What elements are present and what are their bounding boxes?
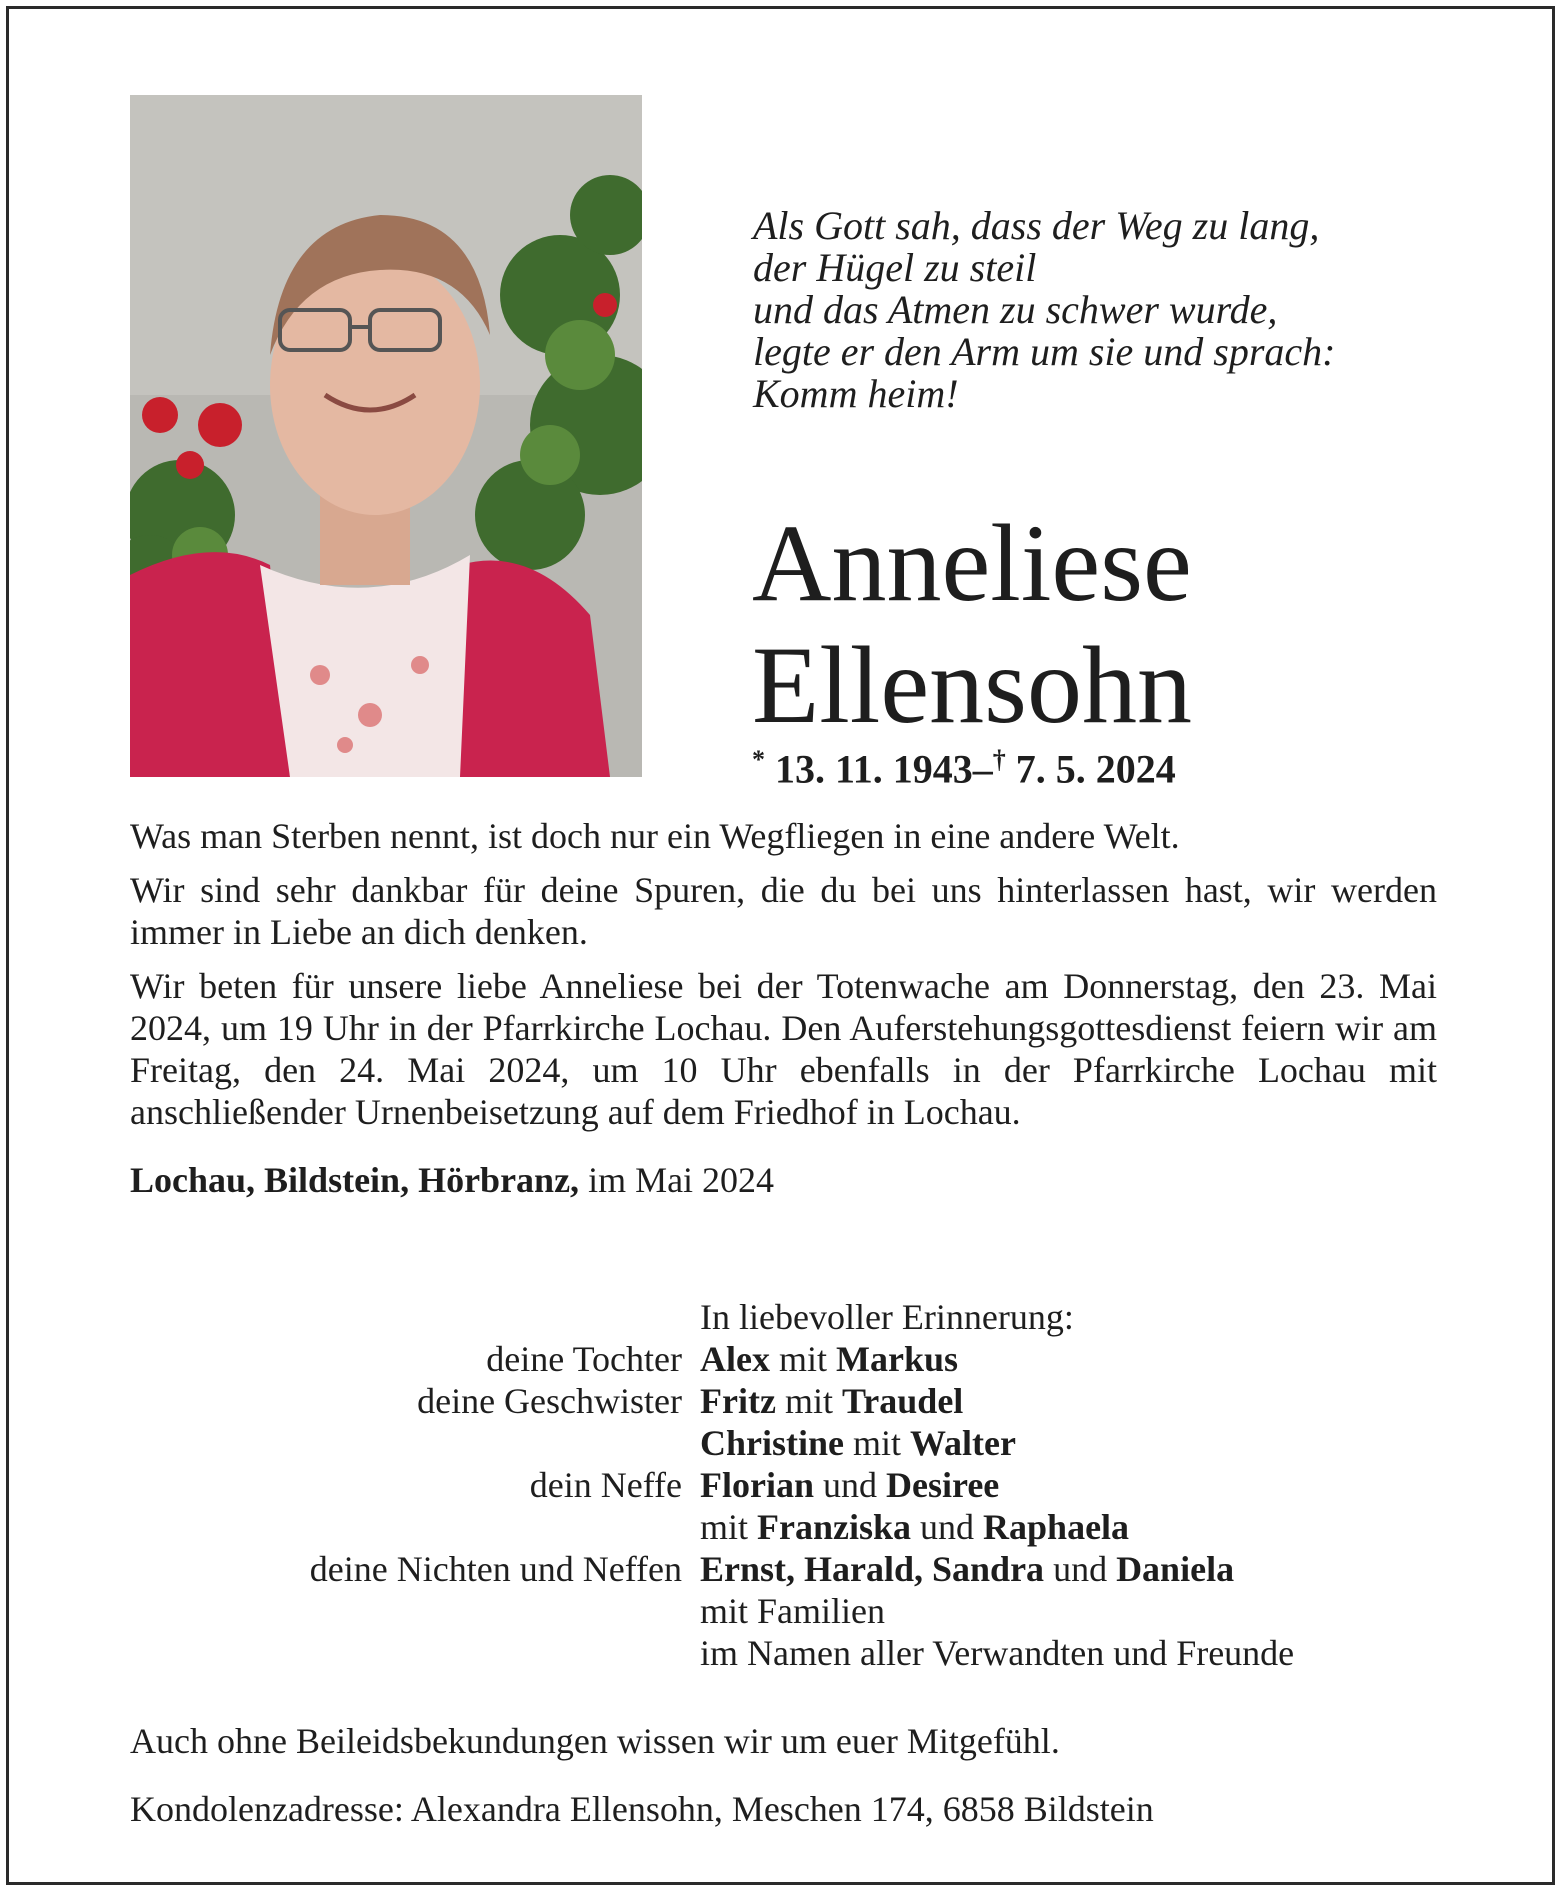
obituary-text — [130, 815, 1437, 1213]
relative-name: Walter — [910, 1423, 1016, 1463]
condolence-note: Auch ohne Beileidsbekundungen wissen wir um euer Mitgefühl. — [130, 1721, 1060, 1761]
place-and-date — [130, 1159, 1437, 1201]
relative-name: Raphaela — [983, 1507, 1130, 1547]
paragraph: Was man Sterben nennt, ist doch nur ein Wegfliegen in eine andere Welt. — [130, 816, 1180, 856]
family-row — [130, 1590, 1437, 1632]
poem-line: legte er den Arm um sie und sprach: — [753, 329, 1336, 374]
deceased-name — [752, 502, 1192, 746]
poem-line: der Hügel zu steil — [753, 245, 1037, 290]
last-name: Ellensohn — [752, 624, 1192, 746]
poem-line: und das Atmen zu schwer wurde, — [753, 287, 1278, 332]
connector-text: mit — [769, 1339, 836, 1379]
poem-line: Komm heim! — [753, 371, 959, 416]
memorial-poem — [753, 205, 1336, 415]
relative-name: Ernst, Harald, Sandra — [700, 1549, 1045, 1589]
relative-name: Franziska — [757, 1507, 912, 1547]
family-row — [130, 1632, 1437, 1674]
relative-name: Florian — [700, 1465, 814, 1505]
relative-name: Alex — [700, 1339, 770, 1379]
relative-names — [700, 1380, 963, 1422]
relative-names — [700, 1548, 1234, 1590]
family-row — [130, 1380, 1437, 1422]
death-mark: † — [992, 745, 1006, 774]
family-list — [130, 1296, 1437, 1674]
relative-names — [700, 1464, 999, 1506]
poem-line: Als Gott sah, dass der Weg zu lang, — [753, 203, 1320, 248]
relation-label: deine Nichten und Neffen — [309, 1549, 682, 1589]
relation-label: dein Neffe — [529, 1465, 682, 1505]
footer — [130, 1720, 1154, 1856]
family-intro: In liebevoller Erinnerung: — [700, 1297, 1074, 1337]
family-row — [130, 1422, 1437, 1464]
portrait-photo — [130, 95, 642, 777]
relation-label: deine Geschwister — [417, 1381, 682, 1421]
relative-names — [700, 1632, 1294, 1674]
relative-names — [700, 1506, 1129, 1548]
connector-text: mit — [700, 1507, 758, 1547]
connector-text: und — [911, 1507, 984, 1547]
family-row — [130, 1338, 1437, 1380]
connector-text: und — [814, 1465, 886, 1505]
relation-label: deine Tochter — [486, 1339, 682, 1379]
relation-label — [130, 1506, 700, 1548]
family-row — [130, 1506, 1437, 1548]
month-date: im Mai 2024 — [588, 1160, 775, 1200]
life-dates — [752, 745, 1176, 792]
family-row — [130, 1464, 1437, 1506]
relative-name: Daniela — [1116, 1549, 1235, 1589]
date-separator: – — [972, 746, 993, 792]
relative-name: Desiree — [886, 1465, 1000, 1505]
places: Lochau, Bildstein, Hörbranz, — [130, 1160, 580, 1200]
paragraph: Wir beten für unsere liebe Anneliese bei der Totenwache am Donnerstag, den 23. Mai 2024, um 19 Uhr in der Pfarrkirche Lochau. Den Auferstehungsgottesdienst feiern wir am Freitag, den 24. Mai 2024, um 10 Uhr ebenfalls in der Pfarrkirche Lochau mit anschließender Urnenbeisetzung auf dem Friedhof in Lochau. — [130, 966, 1437, 1132]
first-name: Anneliese — [752, 502, 1192, 624]
relation-label — [130, 1590, 700, 1632]
relative-names — [700, 1590, 885, 1632]
birth-date: 13. 11. 1943 — [775, 746, 973, 792]
relative-name: Fritz — [700, 1381, 776, 1421]
connector-text: mit Familien — [700, 1591, 885, 1631]
death-date: 7. 5. 2024 — [1015, 746, 1176, 792]
relative-names — [700, 1338, 958, 1380]
family-intro-row — [130, 1296, 1437, 1338]
relative-name: Christine — [700, 1423, 844, 1463]
family-row — [130, 1548, 1437, 1590]
connector-text: und — [1044, 1549, 1117, 1589]
relative-name: Markus — [836, 1339, 959, 1379]
relation-label — [130, 1632, 700, 1674]
connector-text: mit — [844, 1423, 911, 1463]
connector-text: im Namen aller Verwandten und Freunde — [700, 1633, 1295, 1673]
relative-names — [700, 1422, 1016, 1464]
relative-name: Traudel — [841, 1381, 964, 1421]
birth-mark: * — [752, 745, 765, 774]
connector-text: mit — [775, 1381, 842, 1421]
condolence-address: Kondolenzadresse: Alexandra Ellensohn, Meschen 174, 6858 Bildstein — [130, 1789, 1154, 1829]
paragraph: Wir sind sehr dankbar für deine Spuren, die du bei uns hinterlassen hast, wir werden immer in Liebe an dich denken. — [130, 870, 1437, 952]
relation-label — [130, 1422, 700, 1464]
